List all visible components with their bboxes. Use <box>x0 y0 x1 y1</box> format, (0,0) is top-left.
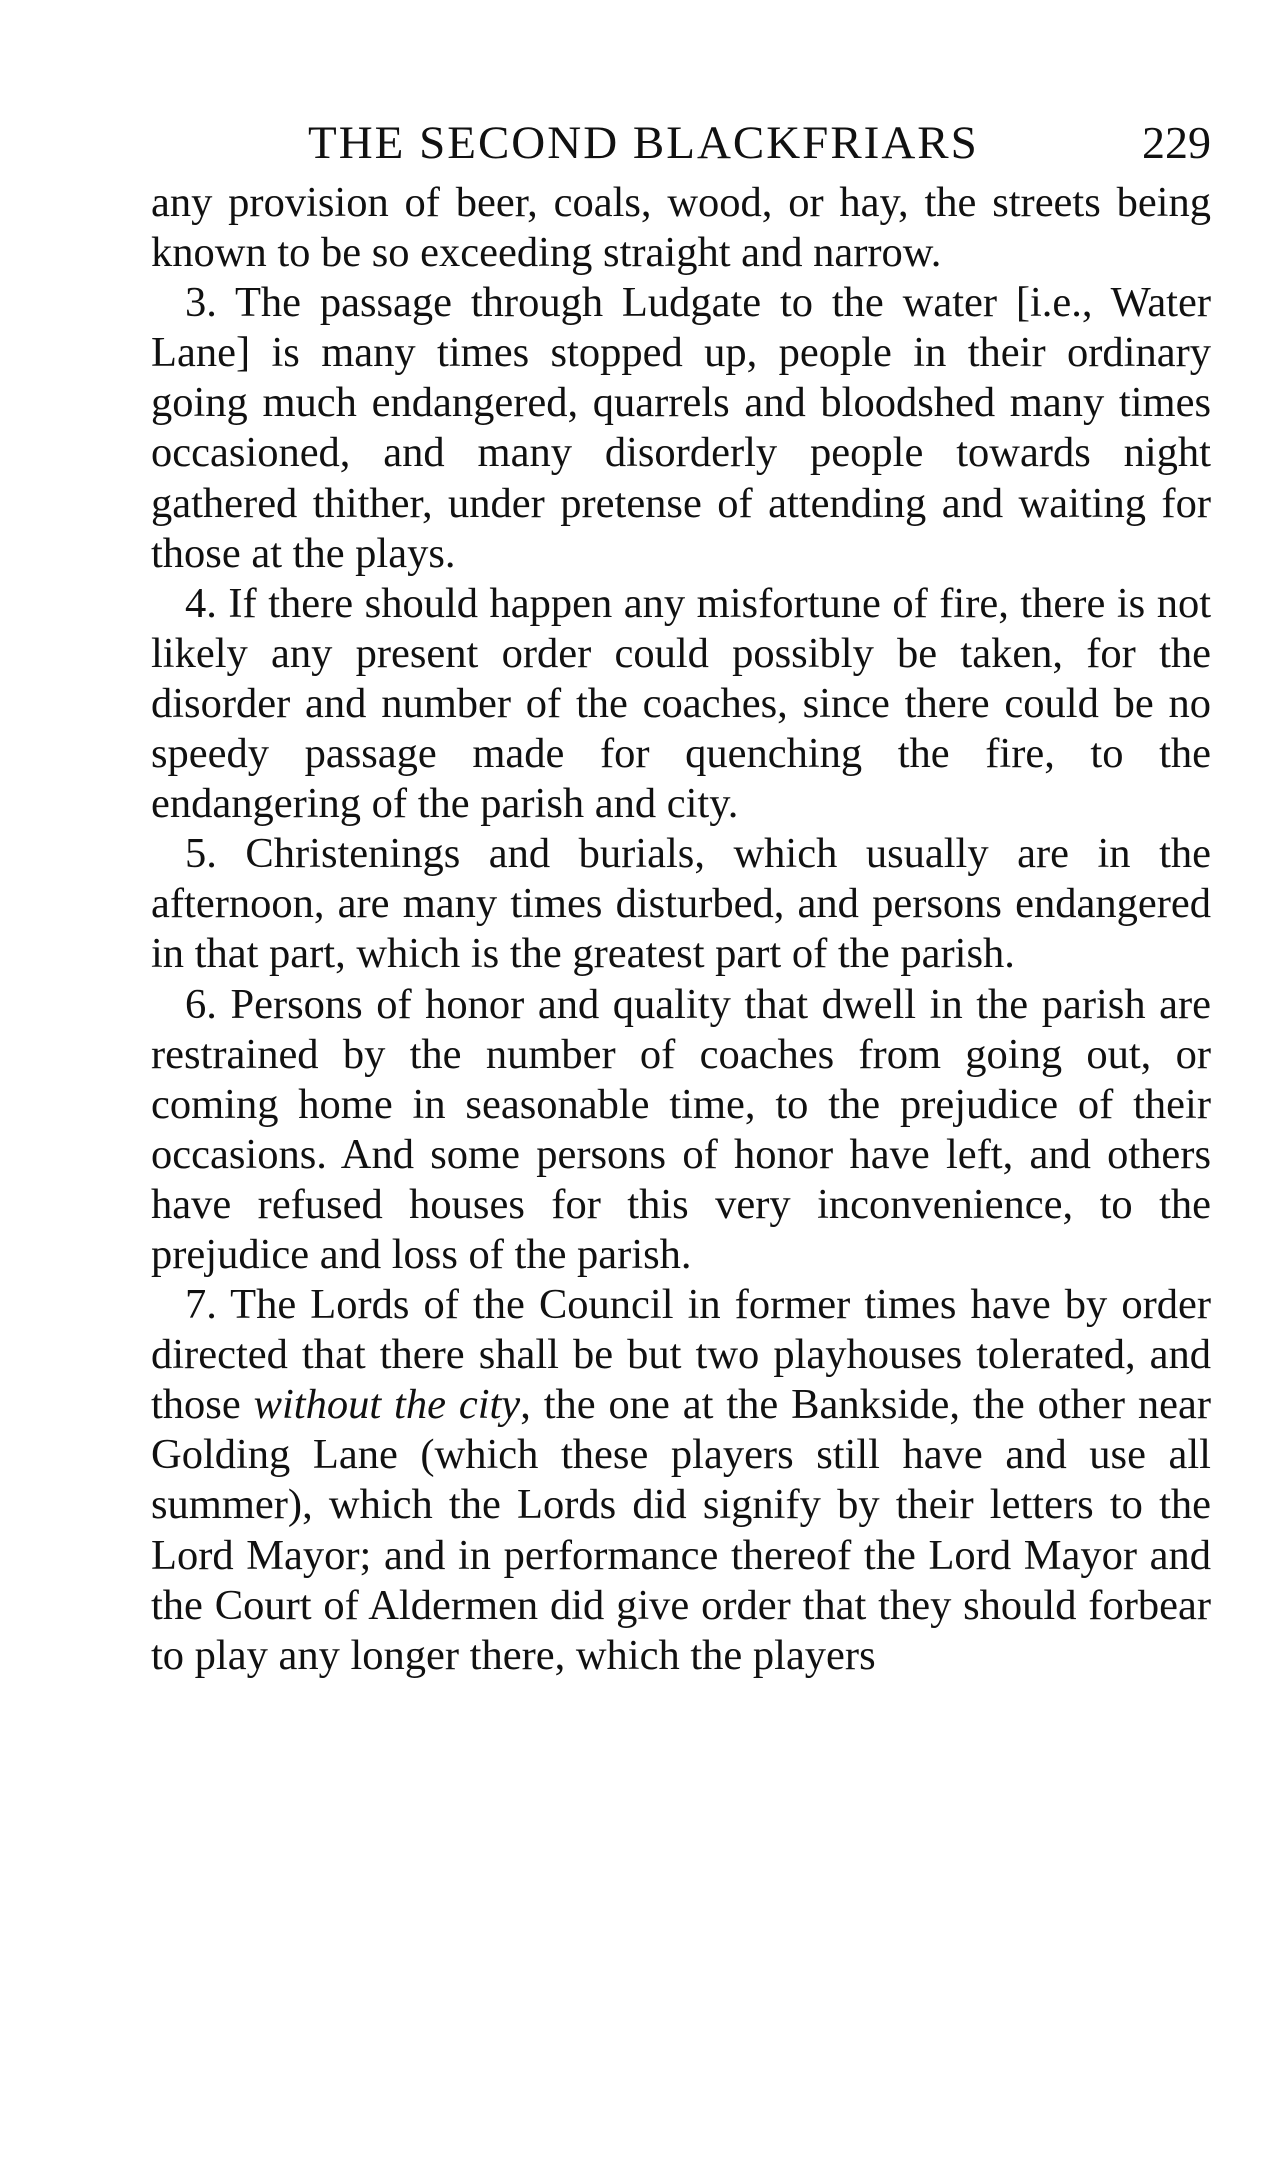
italic-phrase: without the city <box>253 1381 521 1429</box>
paragraph-text: any provision of beer, coals, wood, or hay, the streets being known to be so exceeding straight and narrow. <box>151 179 1211 277</box>
item-number: 6. <box>185 980 217 1028</box>
page-number: 229 <box>1142 117 1211 168</box>
paragraph-item-7 <box>151 1280 1211 1681</box>
paragraph-item-5 <box>151 829 1211 979</box>
paragraph-continuation <box>151 178 1211 278</box>
paragraph-item-4 <box>151 579 1211 829</box>
running-head <box>151 108 1211 178</box>
item-number: 7. <box>185 1281 217 1329</box>
paragraph-text-before: The Lords of the Council in former times have by order directed that there shall be but two playhouses tolerated, and those <box>151 1281 1211 1429</box>
body-text <box>151 178 1211 1681</box>
paragraph-text: If there should happen any misfortune of fire, there is not likely any present order could possibly be taken, for the disorder and number of the coaches, since there could be no speedy passage made for quenching the fire, to the endangering of the parish and city. <box>151 579 1212 828</box>
paragraph-text-after: , the one at the Bankside, the other near Golding Lane (which these players still have and use all summer), which the Lords did signify by their letters to the Lord Mayor; and in performance thereof the Lord Mayor and the Court of Aldermen did give order that they should forbear to play any longer there, which the players <box>151 1381 1211 1679</box>
paragraph-text: The passage through Ludgate to the water [i.e., Water Lane] is many times stopped up, people in their ordinary going much endangered, quarrels and bloodshed many times occasioned, and many disorderly people towards night gathered thither, under pretense of attending and waiting for those at the plays. <box>151 279 1212 577</box>
item-number: 3. <box>185 279 217 327</box>
book-page <box>151 108 1211 1681</box>
paragraph-item-6 <box>151 980 1211 1281</box>
paragraph-text: Persons of honor and quality that dwell in the parish are restrained by the number of coaches from going out, or coming home in seasonable time, to the prejudice of their occasions. And some persons of honor have left, and others have refused houses for this very inconvenience, to the prejudice and loss of the parish. <box>151 980 1212 1278</box>
paragraph-item-3 <box>151 278 1211 579</box>
running-title: THE SECOND BLACKFRIARS <box>308 117 979 169</box>
paragraph-text: Christenings and burials, which usually are in the afternoon, are many times disturbed, and persons endangered in that part, which is the greatest part of the parish. <box>151 830 1211 978</box>
item-number: 5. <box>185 830 217 878</box>
item-number: 4. <box>185 579 217 627</box>
